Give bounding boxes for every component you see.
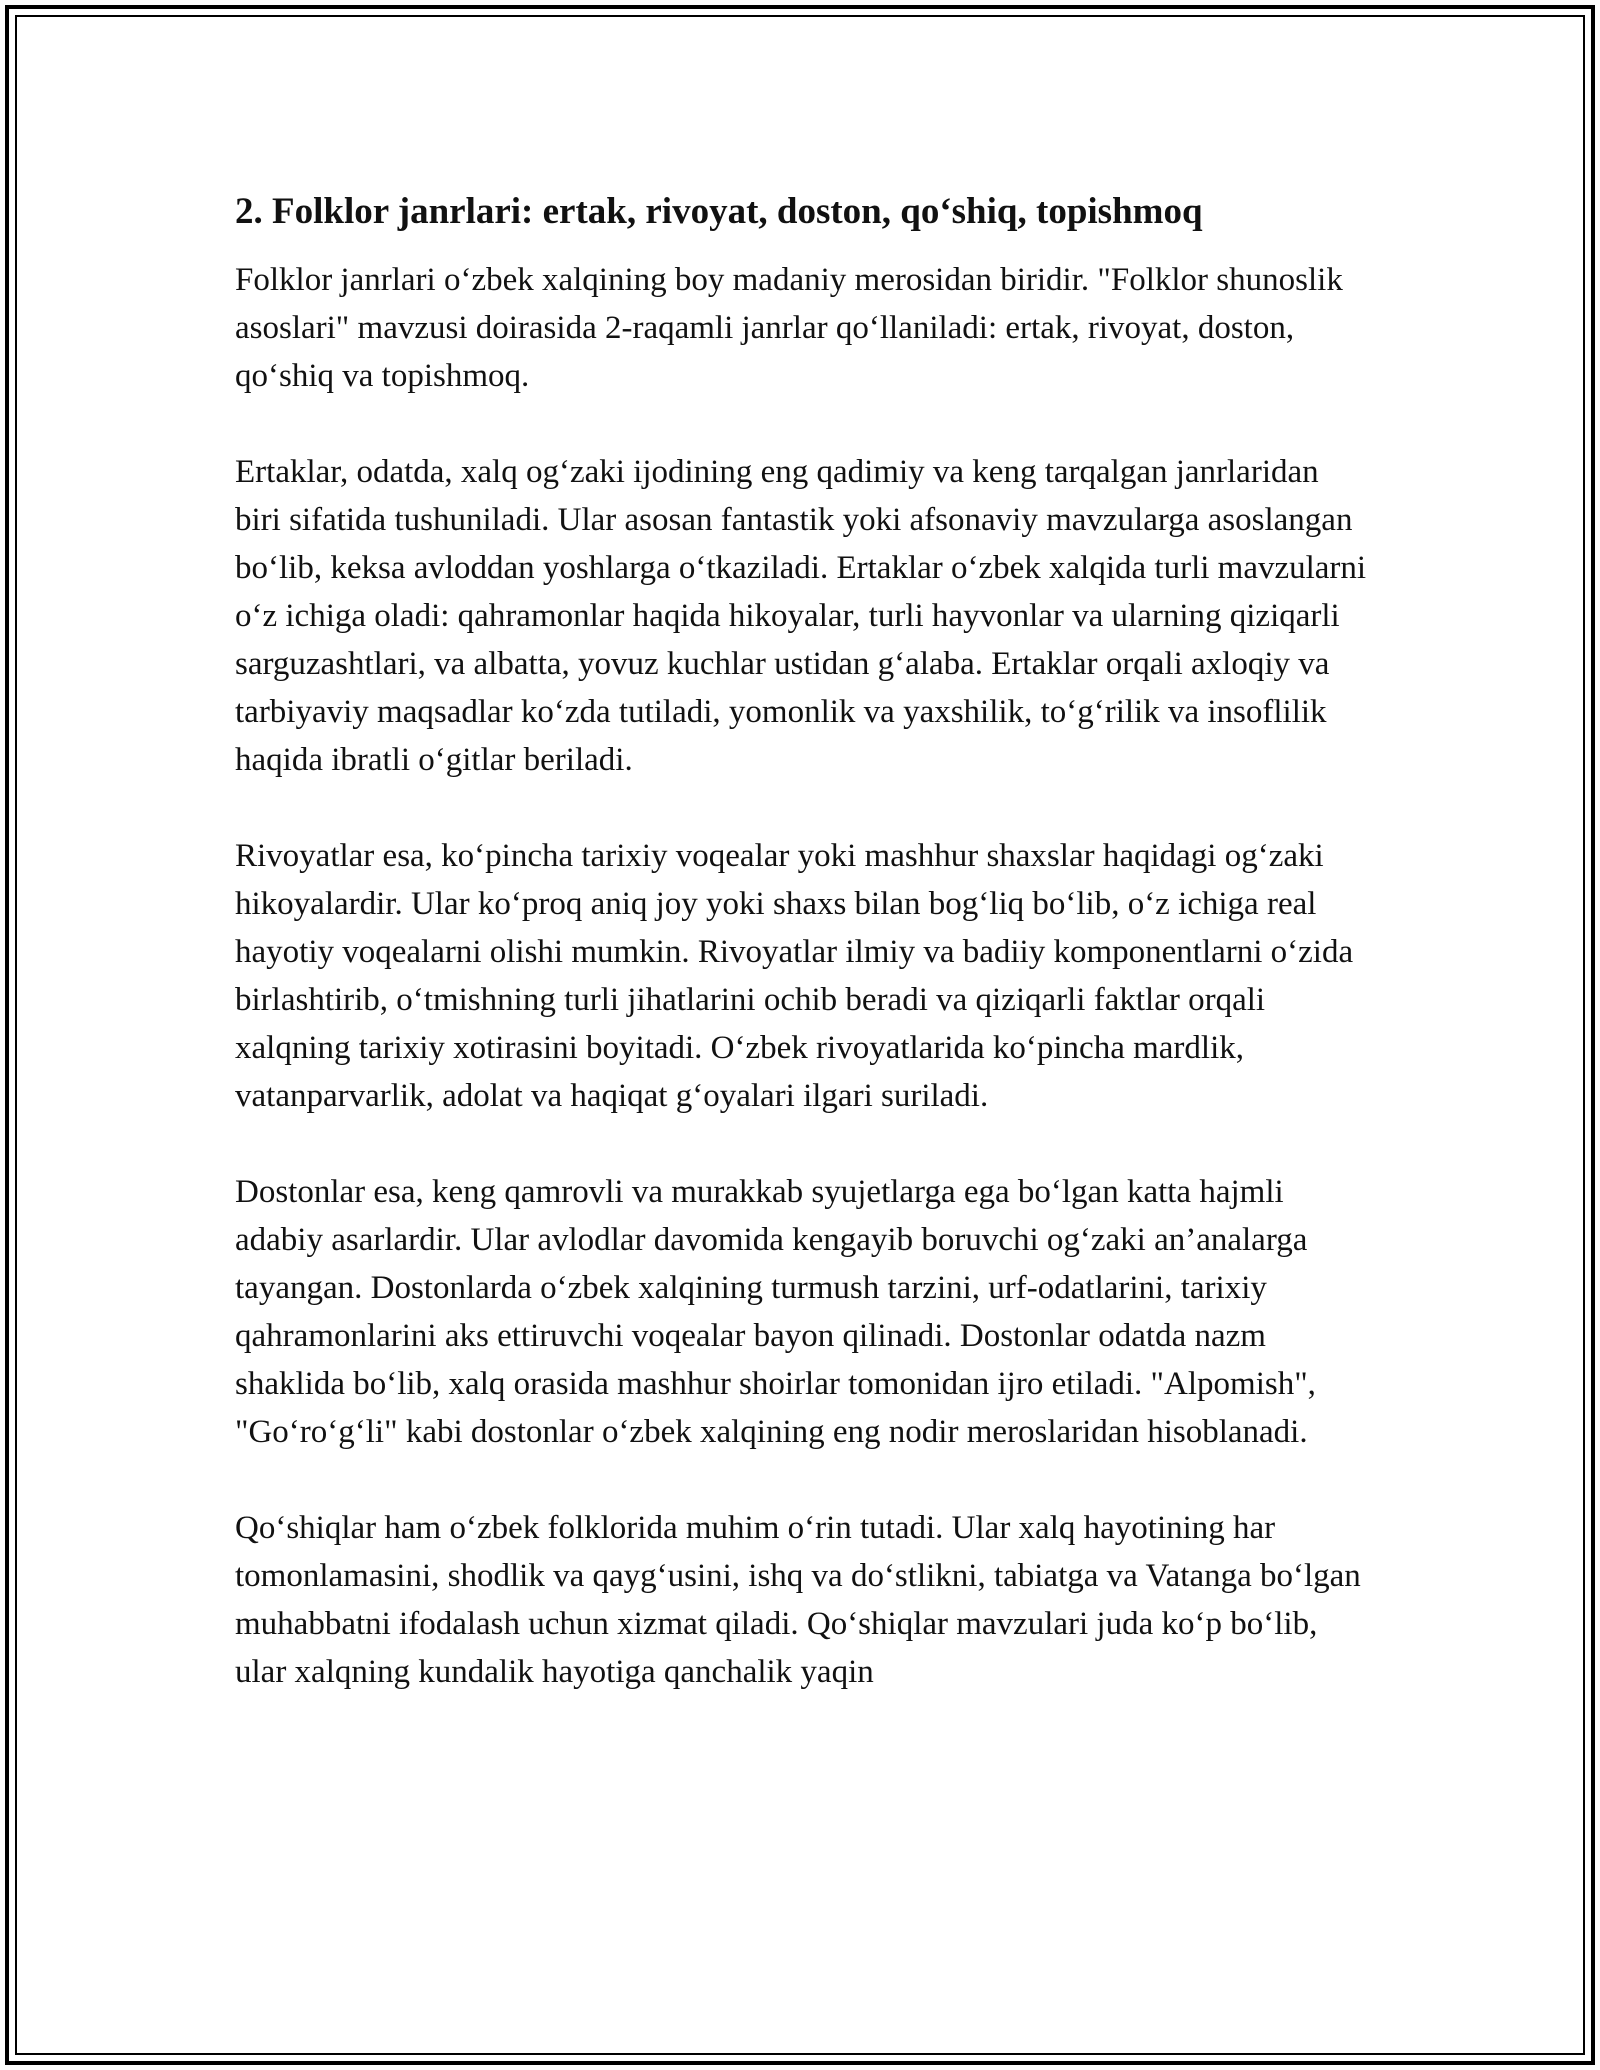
section-heading: 2. Folklor janrlari: ertak, rivoyat, doston, qo‘shiq, topishmoq [235, 191, 1203, 232]
paragraph-intro: Folklor janrlari o‘zbek xalqining boy madaniy merosidan biridir. "Folklor shunoslik asoslari" mavzusi doirasida 2-raqamli janrlar qo‘llaniladi: ertak, rivoyat, doston, qo‘shiq va topishmoq. [235, 262, 1343, 394]
paragraph-qoshiqlar: Qo‘shiqlar ham o‘zbek folklorida muhim o‘rin tutadi. Ular xalq hayotining har tomonlamasini, shodlik va qayg‘usini, ishq va do‘stlikni, tabiatga va Vatanga bo‘lgan muhabbatni ifodalash uchun xizmat qiladi. Qo‘shiqlar mavzulari juda ko‘p bo‘lib, ular xalqning kundalik hayotiga qanchalik yaqin [235, 1510, 1361, 1690]
document-body [235, 188, 1370, 1744]
paragraph-rivoyatlar: Rivoyatlar esa, ko‘pincha tarixiy voqealar yoki mashhur shaxslar haqidagi og‘zaki hikoyalardir. Ular ko‘proq aniq joy yoki shaxs bilan bog‘liq bo‘lib, o‘z ichiga real hayotiy voqealarni olishi mumkin. Rivoyatlar ilmiy va badiiy komponentlarni o‘zida birlashtirib, o‘tmishning turli jihatlarini ochib beradi va qiziqarli faktlar orqali xalqning tarixiy xotirasini boyitadi. O‘zbek rivoyatlarida ko‘pincha mardlik, vatanparvarlik, adolat va haqiqat g‘oyalari ilgari suriladi. [235, 838, 1354, 1114]
paragraph-dostonlar: Dostonlar esa, keng qamrovli va murakkab syujetlarga ega bo‘lgan katta hajmli adabiy asarlardir. Ular avlodlar davomida kengayib boruvchi og‘zaki an’analarga tayangan. Dostonlarda o‘zbek xalqining turmush tarzini, urf-odatlarini, tarixiy qahramonlarini aks ettiruvchi voqealar bayon qilinadi. Dostonlar odatda nazm shaklida bo‘lib, xalq orasida mashhur shoirlar tomonidan ijro etiladi. "Alpomish", "Go‘ro‘g‘li" kabi dostonlar o‘zbek xalqining eng nodir meroslaridan hisoblanadi. [235, 1174, 1316, 1450]
paragraph-ertaklar: Ertaklar, odatda, xalq og‘zaki ijodining eng qadimiy va keng tarqalgan janrlaridan biri sifatida tushuniladi. Ular asosan fantastik yoki afsonaviy mavzularga asoslangan bo‘lib, keksa avloddan yoshlarga o‘tkaziladi. Ertaklar o‘zbek xalqida turli mavzularni o‘z ichiga oladi: qahramonlar haqida hikoyalar, turli hayvonlar va ularning qiziqarli sarguzashtlari, va albatta, yovuz kuchlar ustidan g‘alaba. Ertaklar orqali axloqiy va tarbiyaviy maqsadlar ko‘zda tutiladi, yomonlik va yaxshilik, to‘g‘rilik va insoflilik haqida ibratli o‘gitlar beriladi. [235, 454, 1367, 778]
